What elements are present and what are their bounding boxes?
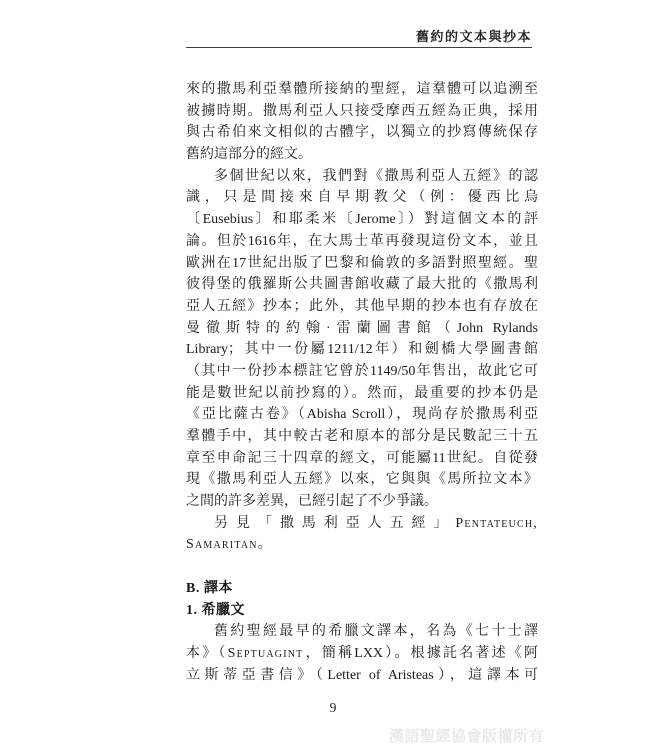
text-run: 舊約聖經最早的希臘文譯本，名為《七十士譯	[214, 624, 538, 640]
text-line	[186, 383, 538, 405]
text-run: 被擄時期。撒馬利亞人只接受摩西五經為正典，採用	[186, 103, 538, 119]
text-line	[186, 144, 538, 166]
text-run: 能是數世紀以前抄寫的）。然而，最重要的抄本仍是	[186, 385, 538, 401]
text-run: 立斯蒂亞書信》（Letter of Aristeas），這譯本可	[186, 667, 538, 683]
text-run: 舊約這部分的經文。	[186, 147, 312, 163]
paragraph	[186, 513, 538, 556]
copyright-watermark: 漢語聖經協會版權所有	[389, 728, 545, 745]
text-line	[186, 231, 538, 253]
text-run: 章至申命記三十四章的經文，可能屬11世紀。自從發	[186, 450, 538, 466]
text-line	[186, 187, 538, 209]
text-line	[186, 513, 538, 535]
text-run: 亞人五經》抄本；此外，其他早期的抄本也有存放在	[186, 298, 538, 314]
text-run: 另見「撒馬利亞人五經」	[214, 515, 456, 531]
section-heading: 1. 希臘文	[186, 602, 245, 618]
page-number-value: 9	[329, 700, 337, 715]
text-run: Library；其中一份屬1211/12年）和劍橋大學圖書館	[186, 342, 538, 358]
running-head-title: 舊約的文本與抄本	[415, 29, 532, 44]
small-caps-term: Samaritan	[186, 537, 258, 553]
text-line	[186, 274, 538, 296]
text-run: 彼得堡的俄羅斯公共圖書館收藏了最大批的《撒馬利	[186, 277, 538, 293]
text-run: 多個世紀以來，我們對《撒馬利亞人五經》的認	[214, 168, 538, 184]
text-run: 識，只是間接來自早期教父（例：優西比烏	[186, 190, 538, 206]
text-line	[186, 318, 538, 340]
text-line	[186, 665, 538, 687]
text-run: 曼徹斯特的約翰·雷蘭圖書館（John Rylands	[186, 320, 538, 336]
body-text-column	[186, 79, 538, 686]
text-line	[186, 339, 538, 361]
text-line	[186, 469, 538, 491]
text-line	[186, 361, 538, 383]
text-run: 《亞比薩古卷》（Abisha Scroll），現尚存於撒馬利亞	[186, 407, 538, 423]
text-line	[186, 253, 538, 275]
text-line	[186, 491, 538, 513]
text-run: 現《撒馬利亞人五經》以來，它與與《馬所拉文本》	[186, 472, 538, 488]
text-line	[186, 209, 538, 231]
text-run: 與古希伯來文相似的古體字，以獨立的抄寫傳統保存	[186, 125, 538, 141]
text-line	[186, 166, 538, 188]
page-header	[186, 26, 532, 48]
paragraph	[186, 79, 538, 166]
text-run: ，簡稱LXX）。根據託名著述《阿	[303, 645, 538, 661]
text-line	[186, 643, 538, 665]
text-line	[186, 426, 538, 448]
paragraph	[186, 621, 538, 686]
text-line	[186, 534, 538, 556]
text-line	[186, 101, 538, 123]
text-run: 之間的許多差異，已經引起了不少爭議。	[186, 494, 438, 510]
text-line	[186, 296, 538, 318]
small-caps-term: Septuagint	[227, 645, 304, 661]
text-line	[186, 79, 538, 101]
paragraph	[186, 166, 538, 513]
text-run: 論。但於1616年，在大馬士革再發現這份文本，並且	[186, 233, 538, 249]
text-run: 。	[257, 537, 272, 553]
small-caps-term: Pentateuch,	[455, 515, 538, 531]
text-line	[186, 448, 538, 470]
text-line	[186, 122, 538, 144]
text-line	[186, 404, 538, 426]
text-run: 〔Eusebius〕和耶柔米〔Jerome〕）對這個文本的評	[186, 212, 538, 228]
text-run: 本》（	[186, 645, 228, 661]
text-line	[186, 621, 538, 643]
section-heading: B. 譯本	[186, 580, 233, 596]
page-number	[8, 700, 650, 716]
text-run: 歐洲在17世紀出版了巴黎和倫敦的多語對照聖經。聖	[186, 255, 538, 271]
text-run: 來的撒馬利亞羣體所接納的聖經，這羣體可以追溯至	[186, 82, 538, 97]
text-run: 羣體手中，其中較古老和原本的部分是民數記三十五	[186, 429, 538, 444]
text-run: （其中一份抄本標註它曾於1149/50年售出，故此它可	[186, 363, 538, 379]
